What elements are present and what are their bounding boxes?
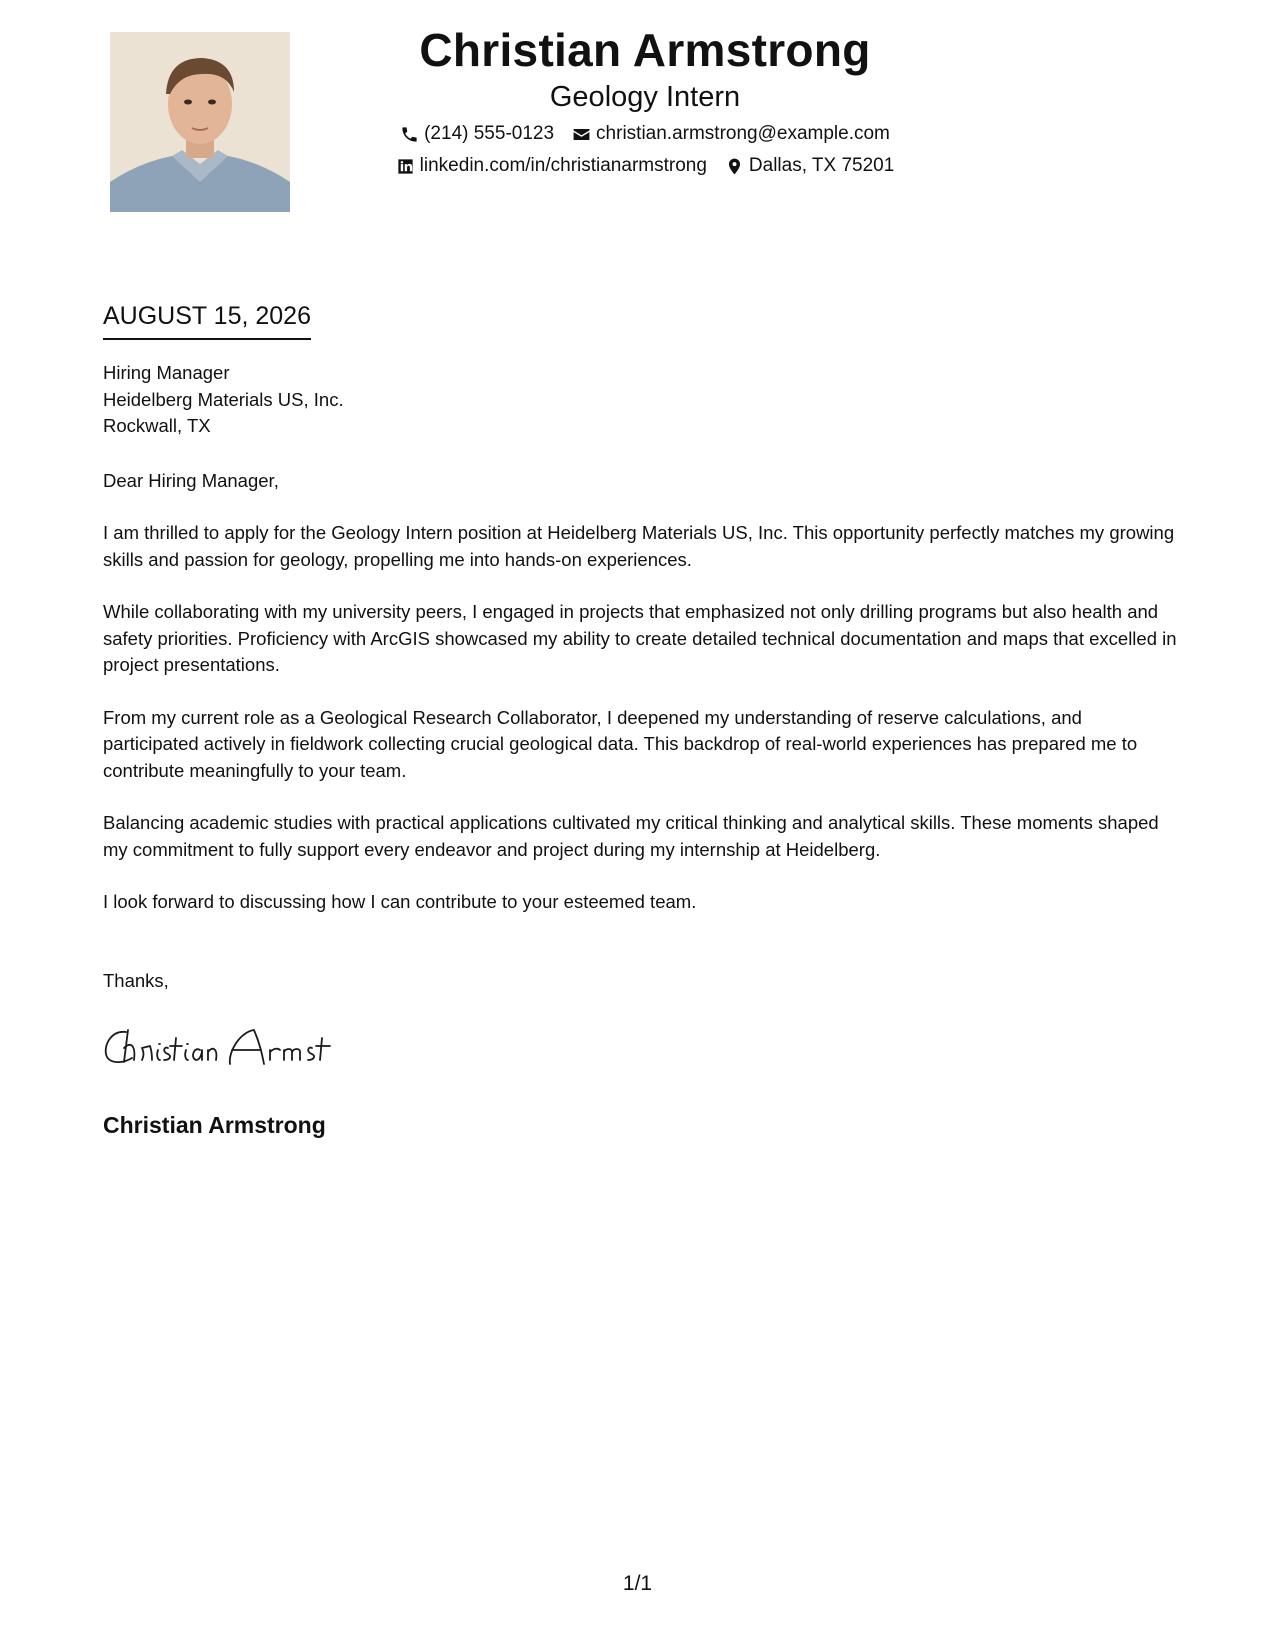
paragraph-4: Balancing academic studies with practical applications cultivated my critical thinking and analytical skills. These moments shaped my commitment to fully support every endeavor and project during my internship at Heidelberg.: [103, 812, 1159, 860]
phone-contact[interactable]: [400, 122, 554, 146]
signature-name: Christian Armstrong: [103, 1112, 326, 1138]
portrait-image: [110, 32, 290, 212]
profile-photo: [110, 32, 290, 212]
job-title: Geology Intern: [549, 81, 741, 113]
closing: Thanks,: [103, 969, 169, 991]
paragraph-5: I look forward to discussing how I can contribute to your esteemed team.: [103, 891, 697, 912]
letter-body: [103, 360, 1178, 994]
location-text: Dallas, TX 75201: [748, 155, 895, 176]
letter-header: [330, 22, 960, 178]
contact-row-2: [330, 154, 960, 178]
paragraph-3: From my current role as a Geological Research Collaborator, I deepened my understanding of reserve calculations, and participated actively in fieldwork collecting crucial geological data. This backdrop of real-world experiences has prepared me to contribute meaningfully to your team.: [103, 706, 1138, 781]
phone-text: (214) 555-0123: [424, 123, 555, 144]
location-contact: [725, 154, 894, 178]
page-number: 1/1: [622, 1572, 653, 1595]
linkedin-contact[interactable]: [396, 154, 707, 178]
email-contact[interactable]: [572, 122, 890, 146]
contact-row-1: [330, 122, 960, 146]
recipient-company: Heidelberg Materials US, Inc.: [103, 388, 344, 410]
salutation: Dear Hiring Manager,: [103, 469, 279, 491]
linkedin-text: linkedin.com/in/christianarmstrong: [419, 155, 707, 176]
applicant-name: Christian Armstrong: [419, 24, 871, 76]
phone-icon: [400, 125, 419, 144]
recipient-location: Rockwall, TX: [103, 415, 211, 436]
paragraph-1: I am thrilled to apply for the Geology Intern position at Heidelberg Materials US, Inc. This opportunity perfectly matches my growing skills and passion for geology, propelling me into hands-on experiences.: [103, 522, 1175, 570]
handwritten-signature: [102, 1022, 372, 1077]
paragraph-2: While collaborating with my university peers, I engaged in projects that emphasized not only drilling programs but also health and safety priorities. Proficiency with ArcGIS showcased my ability to create detailed technical documentation and maps that excelled in project presentations.: [103, 601, 1177, 675]
linkedin-icon: [396, 157, 415, 176]
email-text: christian.armstrong@example.com: [596, 123, 890, 144]
letter-date: AUGUST 15, 2026: [103, 298, 311, 340]
envelope-icon: [572, 125, 591, 144]
recipient-title: Hiring Manager: [103, 362, 230, 383]
map-pin-icon: [725, 157, 744, 176]
recipient-block: [103, 360, 1178, 440]
